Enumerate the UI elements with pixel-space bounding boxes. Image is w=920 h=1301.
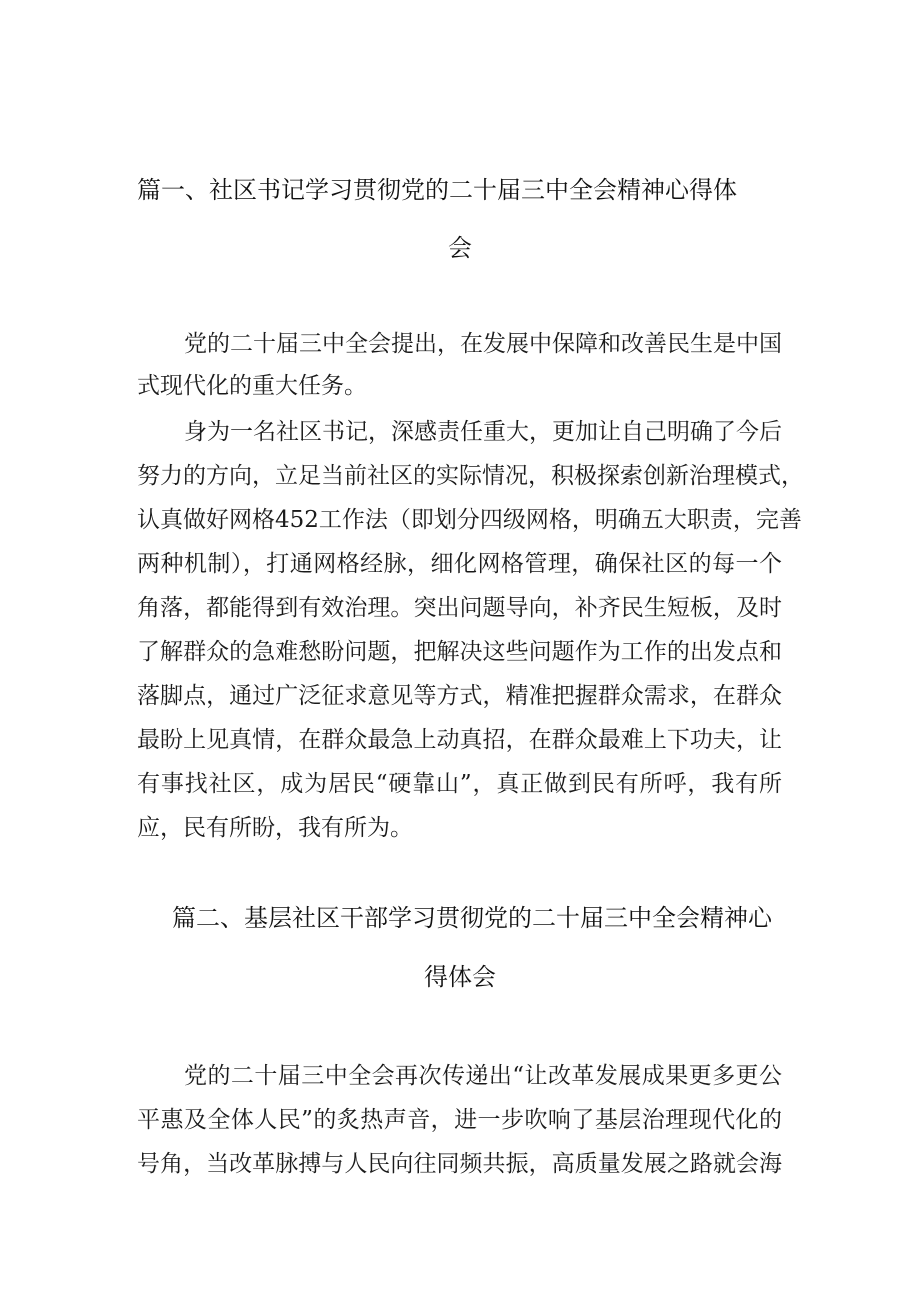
section1-paragraph2-line: 了解群众的急难愁盼问题，把解决这些问题作为工作的出发点和	[137, 639, 782, 665]
section1-paragraph2-line: 身为一名社区书记，深感责任重大，更加让自己明确了今后	[184, 419, 782, 445]
section1-paragraph2-line: 两种机制），打通网格经脉，细化网格管理，确保社区的每一个	[137, 551, 782, 577]
section1-paragraph2-line: 落脚点，通过广泛征求意见等方式，精准把握群众需求，在群众	[137, 683, 782, 709]
section2-title-line2: 得体会	[424, 963, 496, 991]
section1-paragraph2-line: 角落，都能得到有效治理。突出问题导向，补齐民生短板，及时	[137, 595, 782, 621]
section2-paragraph1-line: 号角，当改革脉搏与人民向往同频共振，高质量发展之路就会海	[137, 1151, 782, 1177]
section1-paragraph2-line: 努力的方向，立足当前社区的实际情况，积极探索创新治理模式，	[137, 463, 804, 489]
section1-paragraph2-line: 有事找社区，成为居民“硬靠山”，真正做到民有所呼，我有所	[137, 771, 782, 797]
section2-paragraph1-line: 党的二十届三中全会再次传递出“让改革发展成果更多更公	[184, 1063, 782, 1089]
section1-title-line2: 会	[448, 234, 472, 262]
section1-paragraph2-line: 最盼上见真情，在群众最急上动真招，在群众最难上下功夫，让	[137, 727, 782, 753]
section1-title-line1: 篇一、社区书记学习贯彻党的二十届三中全会精神心得体	[137, 176, 737, 204]
section1-paragraph1-line: 式现代化的重大任务。	[137, 373, 367, 399]
section1-paragraph1-line: 党的二十届三中全会提出，在发展中保障和改善民生是中国	[184, 331, 782, 357]
section1-paragraph2-line: 应，民有所盼，我有所为。	[137, 815, 413, 841]
section1-paragraph2-line: 认真做好网格452工作法（即划分四级网格，明确五大职责，完善	[137, 507, 802, 533]
section2-paragraph1-line: 平惠及全体人民”的炙热声音，进一步吹响了基层治理现代化的	[137, 1107, 782, 1133]
section2-title-line1: 篇二、基层社区干部学习贯彻党的二十届三中全会精神心	[172, 904, 772, 932]
